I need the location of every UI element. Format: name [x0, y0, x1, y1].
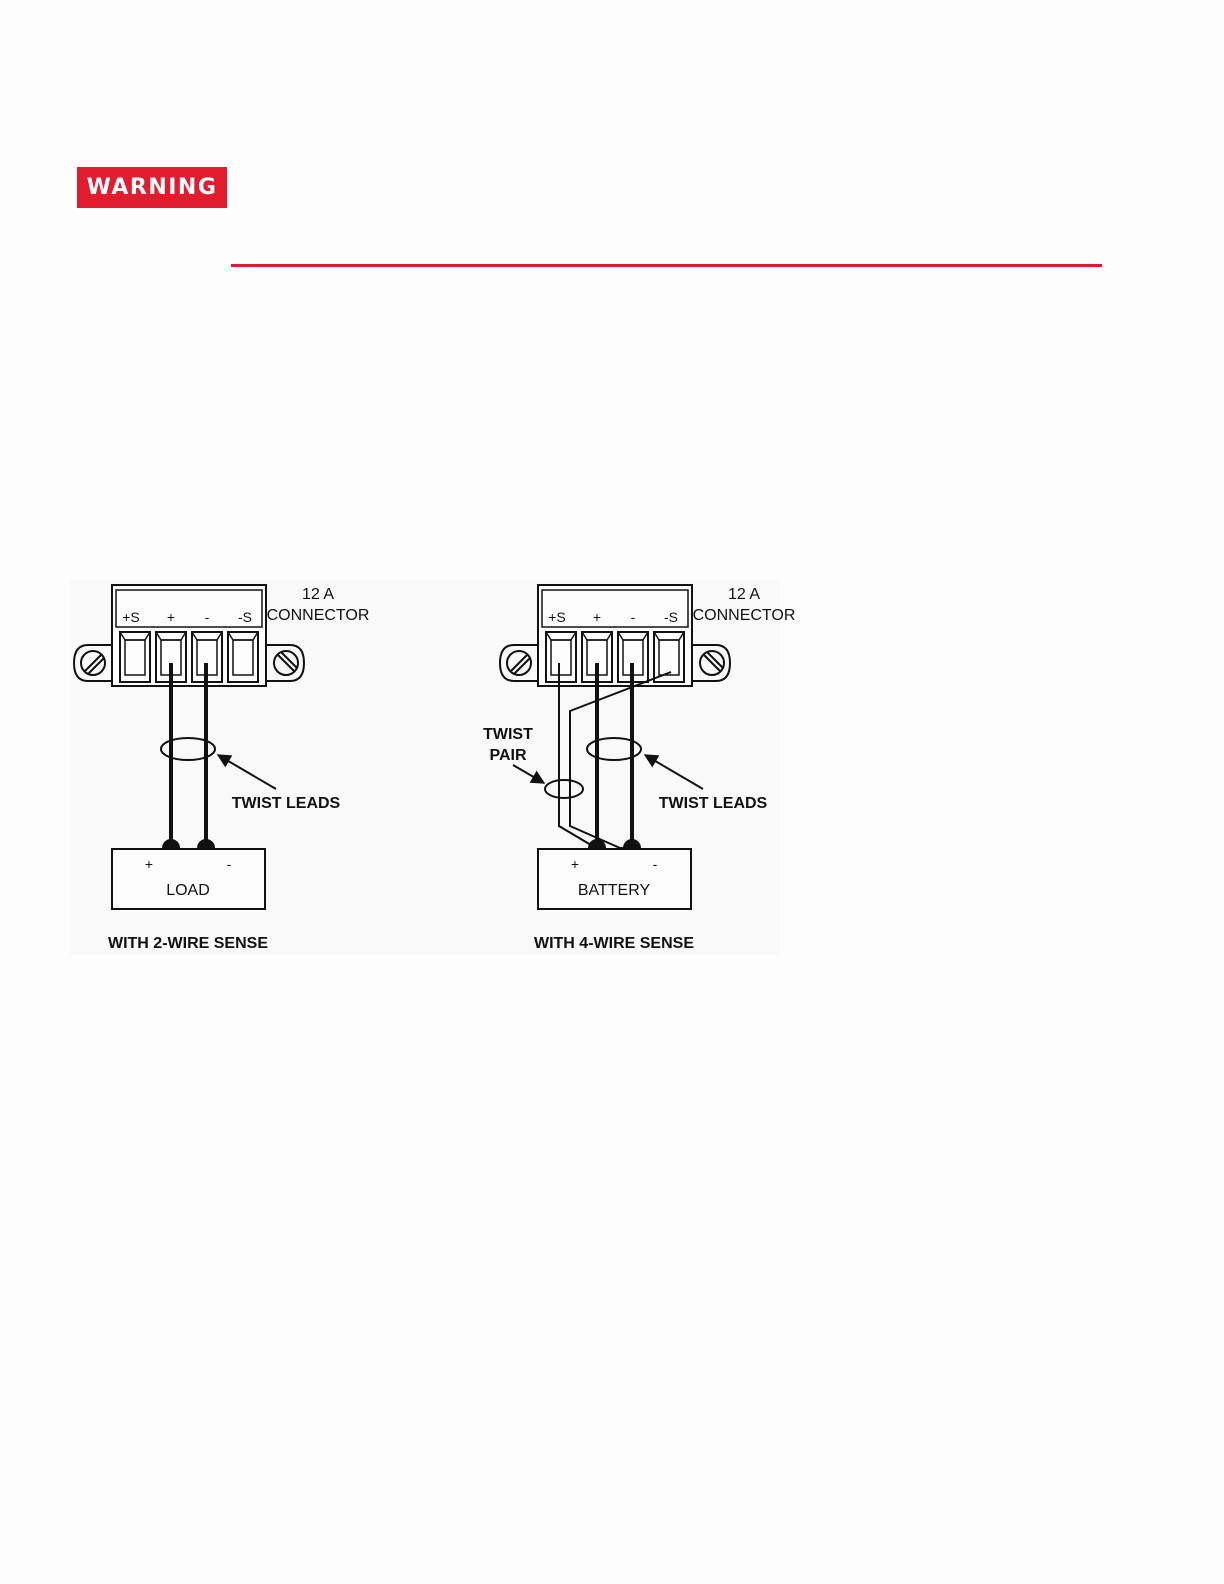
battery-box — [538, 849, 691, 909]
load-box — [112, 849, 265, 909]
terminal-label: - — [204, 609, 210, 625]
terminal-label: - — [630, 609, 636, 625]
connector-label: 12 A — [727, 586, 761, 603]
twist-pair-ellipse — [545, 780, 583, 798]
terminal-label: -S — [238, 609, 252, 625]
battery-plus: + — [570, 856, 580, 872]
twist-leads-label: TWIST LEADS — [658, 795, 768, 812]
connector-label: 12 A — [301, 586, 335, 603]
terminal-label: + — [166, 609, 176, 625]
twist-arrow — [218, 755, 276, 789]
warning-badge: WARNING — [77, 167, 227, 208]
terminal-label: +S — [548, 609, 566, 625]
twist-pair-label: TWIST — [483, 726, 533, 743]
diagram-2-wire — [74, 585, 369, 952]
connector-block-left — [74, 585, 304, 686]
caption-2-wire: WITH 2-WIRE SENSE — [107, 935, 269, 952]
connector-block-right — [500, 585, 730, 686]
diagram-4-wire — [483, 585, 795, 952]
load-label: LOAD — [166, 882, 210, 899]
twist-pair-arrow — [513, 765, 544, 783]
load-plus: + — [144, 856, 154, 872]
caption-4-wire: WITH 4-WIRE SENSE — [533, 935, 695, 952]
battery-label: BATTERY — [577, 882, 651, 899]
load-minus: - — [226, 856, 232, 872]
twist-leads-label: TWIST LEADS — [231, 795, 341, 812]
terminal-label: -S — [664, 609, 678, 625]
connector-label: CONNECTOR — [266, 607, 370, 624]
twist-arrow — [645, 755, 703, 789]
terminal-label: + — [592, 609, 602, 625]
twist-pair-label: PAIR — [489, 747, 527, 764]
battery-minus: - — [652, 856, 658, 872]
connector-label: CONNECTOR — [692, 607, 796, 624]
terminal-label: +S — [122, 609, 140, 625]
